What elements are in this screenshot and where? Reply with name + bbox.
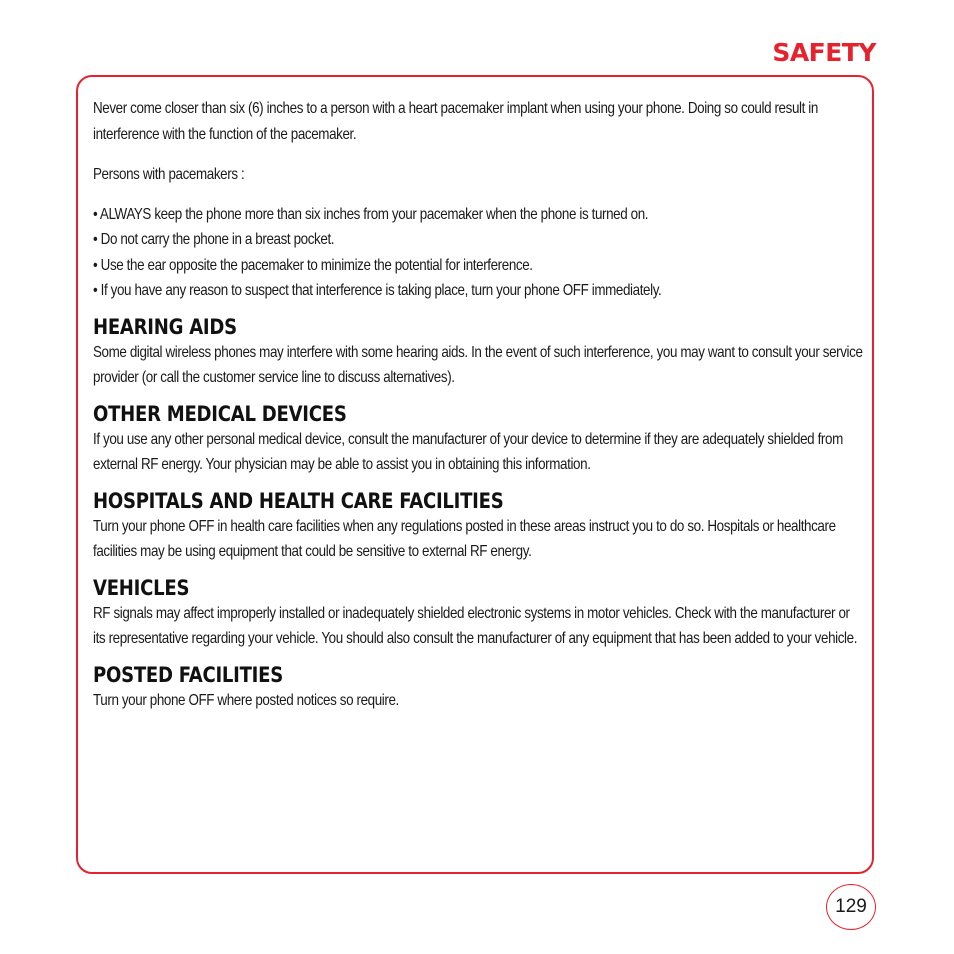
section-heading: HEARING AIDS [93,314,237,339]
persons-label: Persons with pacemakers : [93,166,245,183]
section-heading: POSTED FACILITIES [93,662,283,687]
section-body: Turn your phone OFF in health care facilities when any regulations posted in these areas instruct you to do so. Hospitals or healthcare facilities may be using equipment that could be sensitive to external RF energy. [93,517,836,560]
list-item: • Use the ear opposite the pacemaker to minimize the potential for interference. [93,256,533,274]
section-hospitals [93,488,863,565]
section-title: SAFETY [772,38,876,67]
page-number: 129 [835,896,867,917]
section-body: Turn your phone OFF where posted notices so require. [93,691,399,709]
section-body: If you use any other personal medical device, consult the manufacturer of your device to determine if they are adequately shielded from external RF energy. Your physician may be able to assist you in obtaining this information. [93,430,843,473]
list-item: • If you have any reason to suspect that interference is taking place, turn your phone OFF immediately. [93,282,662,299]
section-hearing-aids [93,314,863,391]
list-item: • Do not carry the phone in a breast pocket. [93,231,335,248]
section-heading: OTHER MEDICAL DEVICES [93,401,347,426]
section-body: Some digital wireless phones may interfere with some hearing aids. In the event of such interference, you may want to consult your service provider (or call the customer service line to discuss alternatives). [93,343,863,386]
section-other-medical-devices [93,401,863,478]
section-vehicles [93,575,863,652]
page-content [93,96,863,723]
section-heading: VEHICLES [93,575,190,600]
section-heading: HOSPITALS AND HEALTH CARE FACILITIES [93,488,504,513]
section-posted-facilities [93,662,863,714]
pacemaker-bullet-list [93,202,863,304]
list-item: • ALWAYS keep the phone more than six inches from your pacemaker when the phone is turned on. [93,205,649,223]
intro-paragraph: Never come closer than six (6) inches to a person with a heart pacemaker implant when using your phone. Doing so could result in interference with the function of the pacemaker. [93,100,818,143]
section-body: RF signals may affect improperly installed or inadequately shielded electronic systems in motor vehicles. Check with the manufacturer or its representative regarding your vehicle. You should also consult the manufacturer of any equipment that has been added to your vehicle. [93,604,858,647]
